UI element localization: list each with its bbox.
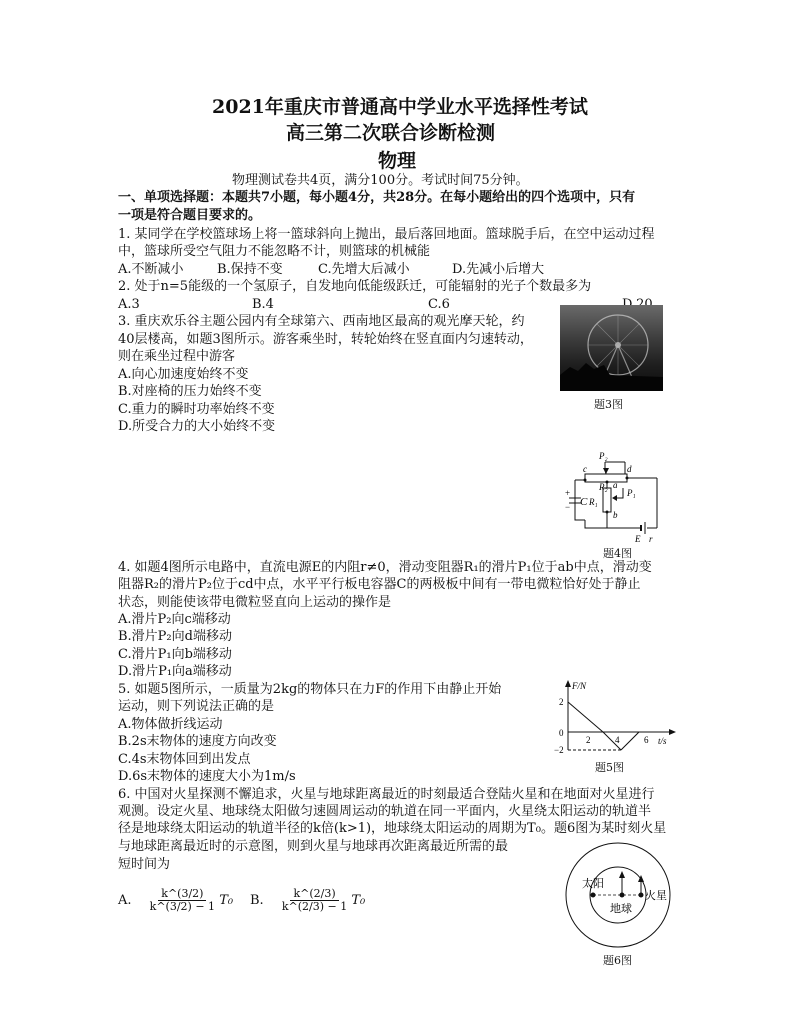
- x-tick-6: 6: [644, 735, 649, 745]
- y-tick-2: 2: [559, 697, 564, 707]
- q4-option-a: A.滑片P₂向c端移动: [118, 612, 231, 627]
- q6-option-b-denominator: k^(2/3) − 1: [281, 900, 348, 913]
- q5-stem: 5. 如题5图所示，一质量为2kg的物体只在力F的作用下由静止开始: [118, 682, 502, 697]
- q5-figure-caption: 题5图: [595, 761, 624, 774]
- q6-option-a: [118, 888, 233, 913]
- q5-option-b: B.2s末物体的速度方向改变: [118, 734, 277, 749]
- q3-option-a: A.向心加速度始终不变: [118, 367, 249, 382]
- label-plus: +: [565, 488, 571, 498]
- label-e: E: [635, 534, 641, 544]
- exam-subtitle: 高三第二次联合诊断检测: [286, 122, 496, 144]
- q6-option-b-label: B.: [250, 893, 264, 908]
- q6-option-a-denominator: k^(3/2) − 1: [149, 900, 216, 913]
- q4-option-b: B.滑片P₂向d端移动: [118, 629, 232, 644]
- q3-option-c: C.重力的瞬时功率始终不变: [118, 402, 275, 417]
- earth-label: 地球: [610, 903, 632, 915]
- label-cap: C: [580, 496, 588, 508]
- q6-stem: 6. 中国对火星探测不懈追求，火星与地球距离最近的时刻最适合登陆火星和在地面对火星进行: [118, 787, 655, 802]
- q6-option-b: [250, 888, 365, 913]
- q6-stem-cont3: 与地球距离最近时的示意图，则到火星与地球再次距离最近所需的最: [118, 839, 509, 854]
- section-heading: 一、单项选择题：本题共7小题，每小题4分，共28分。在每小题给出的四个选项中，只有: [118, 190, 636, 205]
- q2-option-a: A.3: [118, 297, 140, 312]
- sun-label: 太阳: [582, 878, 604, 890]
- q4-stem-cont: 阻器R₂的滑片P₂位于cd中点，水平平行板电容器C的两极板中间有一带电微粒恰好处于静止: [118, 577, 641, 592]
- exam-note: 物理测试卷共4页，满分100分。考试时间75分钟。: [232, 173, 529, 188]
- q2-option-b: B.4: [252, 297, 274, 312]
- label-d: d: [627, 464, 632, 474]
- label-r1: R₁: [589, 497, 598, 507]
- q3-stem-cont: 40层楼高，如题3图所示。游客乘坐时，转轮始终在竖直面内匀速转动，: [118, 332, 533, 347]
- q1-option-c: C.先增大后减小: [318, 262, 410, 277]
- q6-stem-cont: 观测。设定火星、地球绕太阳做匀速圆周运动的轨道在同一平面内，火星绕太阳运动的轨道半: [118, 804, 652, 819]
- q5-option-d: D.6s末物体的速度大小为1m/s: [118, 769, 296, 784]
- q4-stem-cont2: 状态，则能使该带电微粒竖直向上运动的操作是: [118, 595, 392, 610]
- q3-option-d: D.所受合力的大小始终不变: [118, 419, 276, 434]
- q2-stem: 2. 处于n=5能级的一个氢原子，自发地向低能级跃迁，可能辐射的光子个数最多为: [118, 279, 592, 294]
- ferris-wheel-photo: [560, 305, 663, 391]
- label-r2: R₂: [599, 482, 608, 492]
- q6-stem-cont2: 径是地球绕太阳运动的轨道半径的k倍(k>1)，地球绕太阳运动的周期为T₀。题6图为某时刻火星: [118, 821, 667, 836]
- section-heading-cont: 一项是符合题目要求的。: [118, 208, 262, 223]
- q5-stem-cont: 运动，则下列说法正确的是: [118, 699, 275, 714]
- label-minus: −: [565, 502, 571, 512]
- label-c: c: [583, 464, 587, 474]
- label-b: b: [613, 510, 618, 520]
- q6-option-a-numerator: k^(3/2): [158, 888, 206, 901]
- q6-figure-caption: 题6图: [603, 954, 632, 967]
- q5-option-c: C.4s末物体回到出发点: [118, 752, 251, 767]
- y-axis-label: F/N: [572, 681, 587, 691]
- label-p2: P₂: [599, 451, 608, 461]
- q6-orbit-diagram: [540, 842, 690, 952]
- y-tick-neg2: −2: [554, 745, 564, 755]
- q6-option-b-numerator: k^(2/3): [290, 888, 338, 901]
- q4-option-c: C.滑片P₁向b端移动: [118, 647, 232, 662]
- q4-stem: 4. 如题4图所示电路中，直流电源E的内阻r≠0，滑动变阻器R₁的滑片P₁位于ab中点，滑动变: [118, 560, 652, 575]
- q5-option-a: A.物体做折线运动: [118, 717, 223, 732]
- x-tick-2: 2: [586, 735, 591, 745]
- q3-stem: 3. 重庆欢乐谷主题公园内有全球第六、西南地区最高的观光摩天轮，约: [118, 314, 525, 329]
- q4-circuit-diagram: [565, 448, 675, 544]
- label-r: r: [649, 534, 653, 544]
- origin-label: 0: [559, 728, 564, 738]
- q1-stem: 1. 某同学在学校篮球场上将一篮球斜向上抛出，最后落回地面。篮球脱手后，在空中运动过程: [118, 227, 655, 242]
- q6-stem-cont4: 短时间为: [118, 857, 171, 872]
- q6-option-a-label: A.: [118, 893, 132, 908]
- q1-option-a: A.不断减小: [118, 262, 184, 277]
- q1-stem-cont: 中，篮球所受空气阻力不能忽略不计，则篮球的机械能: [118, 244, 431, 259]
- x-tick-4: 4: [615, 735, 620, 745]
- q1-option-d: D.先减小后增大: [452, 262, 545, 277]
- label-a: a: [613, 480, 618, 490]
- subject-title: 物理: [378, 150, 417, 172]
- mars-label: 火星: [645, 890, 667, 902]
- q3-option-b: B.对座椅的压力始终不变: [118, 384, 262, 399]
- q4-option-d: D.滑片P₁向a端移动: [118, 664, 232, 679]
- x-axis-label: t/s: [658, 736, 667, 746]
- label-p1: P₁: [627, 488, 636, 498]
- exam-title: 2021年重庆市普通高中学业水平选择性考试: [212, 96, 588, 118]
- q3-stem-cont2: 则在乘坐过程中游客: [118, 349, 236, 364]
- q6-option-b-t0: T₀: [351, 893, 366, 908]
- q3-figure-caption: 题3图: [594, 398, 623, 411]
- q4-figure-caption: 题4图: [603, 547, 632, 560]
- q1-option-b: B.保持不变: [217, 262, 283, 277]
- q6-option-a-t0: T₀: [219, 893, 234, 908]
- q5-force-time-graph: [548, 678, 678, 758]
- q2-option-c: C.6: [428, 297, 450, 312]
